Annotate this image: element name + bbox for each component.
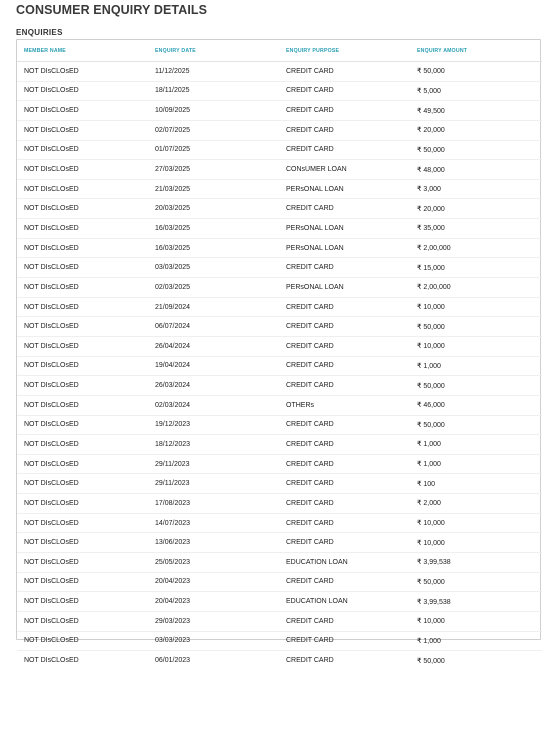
member-name-cell: NOT DIsCLOsED xyxy=(24,205,79,213)
enquiry-amount-cell: ₹ 2,000 xyxy=(417,500,441,508)
enquiry-amount-cell: ₹ 10,000 xyxy=(417,618,445,626)
enquiry-amount-cell: ₹ 50,000 xyxy=(417,578,445,586)
enquiry-purpose-cell: CONsUMER LOAN xyxy=(286,166,347,174)
enquiry-date-cell: 02/07/2025 xyxy=(155,126,191,134)
enquiry-purpose-cell: EDUCATION LOAN xyxy=(286,558,348,566)
enquiry-amount-cell: ₹ 20,000 xyxy=(417,127,445,135)
member-name-cell: NOT DIsCLOsED xyxy=(24,637,79,645)
member-name-cell: NOT DIsCLOsED xyxy=(24,362,79,370)
enquiry-amount-cell: ₹ 3,99,538 xyxy=(417,598,451,606)
member-name-cell: NOT DIsCLOsED xyxy=(24,617,79,625)
table-row xyxy=(17,474,542,494)
table-row xyxy=(17,160,542,180)
member-name-cell: NOT DIsCLOsED xyxy=(24,558,79,566)
member-name-cell: NOT DIsCLOsED xyxy=(24,146,79,154)
enquiry-purpose-cell: CREDIT CARD xyxy=(286,578,334,586)
enquiry-amount-cell: ₹ 1,000 xyxy=(417,637,441,645)
member-name-cell: NOT DIsCLOsED xyxy=(24,598,79,606)
member-name-cell: NOT DIsCLOsED xyxy=(24,480,79,488)
table-row xyxy=(17,376,542,396)
enquiry-date-cell: 26/03/2024 xyxy=(155,382,191,390)
enquiry-purpose-cell: CREDIT CARD xyxy=(286,87,334,95)
enquiry-date-cell: 19/12/2023 xyxy=(155,421,191,429)
table-row xyxy=(17,297,542,317)
table-row xyxy=(17,179,542,199)
enquiry-date-cell: 27/03/2025 xyxy=(155,166,191,174)
member-name-cell: NOT DIsCLOsED xyxy=(24,657,79,665)
enquiry-date-cell: 02/03/2025 xyxy=(155,283,191,291)
table-row xyxy=(17,199,542,219)
enquiry-amount-cell: ₹ 10,000 xyxy=(417,520,445,528)
enquiry-amount-cell: ₹ 49,500 xyxy=(417,107,445,115)
member-name-cell: NOT DIsCLOsED xyxy=(24,440,79,448)
enquiry-amount-cell: ₹ 3,000 xyxy=(417,186,441,194)
member-name-cell: NOT DIsCLOsED xyxy=(24,382,79,390)
member-name-cell: NOT DIsCLOsED xyxy=(24,166,79,174)
enquiry-purpose-cell: EDUCATION LOAN xyxy=(286,598,348,606)
member-name-cell: NOT DIsCLOsED xyxy=(24,224,79,232)
enquiry-date-cell: 21/03/2025 xyxy=(155,185,191,193)
enquiry-purpose-cell: CREDIT CARD xyxy=(286,382,334,390)
enquiry-date-cell: 01/07/2025 xyxy=(155,146,191,154)
column-header-enquiry-purpose: ENQUIRY PURPOSE xyxy=(279,40,410,62)
enquiry-amount-cell: ₹ 100 xyxy=(417,480,436,488)
enquiry-purpose-cell: PERsONAL LOAN xyxy=(286,224,344,232)
table-row xyxy=(17,81,542,101)
table-body xyxy=(17,62,542,670)
enquiry-purpose-cell: CREDIT CARD xyxy=(286,67,334,75)
page-title: CONSUMER ENQUIRY DETAILS xyxy=(16,3,208,17)
member-name-cell: NOT DIsCLOsED xyxy=(24,185,79,193)
table-row xyxy=(17,572,542,592)
enquiry-date-cell: 13/06/2023 xyxy=(155,539,191,547)
enquiry-date-cell: 03/03/2025 xyxy=(155,264,191,272)
enquiry-purpose-cell: CREDIT CARD xyxy=(286,460,334,468)
enquiry-purpose-cell: CREDIT CARD xyxy=(286,617,334,625)
enquiry-amount-cell: ₹ 1,000 xyxy=(417,441,441,449)
enquiry-amount-cell: ₹ 20,000 xyxy=(417,205,445,213)
column-header-enquiry-amount: ENQUIRY AMOUNT xyxy=(410,40,542,62)
enquiry-amount-cell: ₹ 10,000 xyxy=(417,539,445,547)
enquiry-amount-cell: ₹ 2,00,000 xyxy=(417,245,451,253)
member-name-cell: NOT DIsCLOsED xyxy=(24,401,79,409)
column-header-enquiry-date: ENQUIRY DATE xyxy=(148,40,279,62)
enquiry-purpose-cell: CREDIT CARD xyxy=(286,539,334,547)
enquiry-purpose-cell: CREDIT CARD xyxy=(286,657,334,665)
column-header-member-name: MEMBER NAME xyxy=(17,40,148,62)
enquiry-amount-cell: ₹ 46,000 xyxy=(417,402,445,410)
enquiry-date-cell: 16/03/2025 xyxy=(155,224,191,232)
table-row xyxy=(17,454,542,474)
member-name-cell: NOT DIsCLOsED xyxy=(24,519,79,527)
table-row xyxy=(17,651,542,670)
enquiry-date-cell: 18/11/2025 xyxy=(155,87,190,95)
enquiry-amount-cell: ₹ 48,000 xyxy=(417,166,445,174)
enquiry-date-cell: 19/04/2024 xyxy=(155,362,191,370)
member-name-cell: NOT DIsCLOsED xyxy=(24,499,79,507)
enquiry-date-cell: 16/03/2025 xyxy=(155,244,191,252)
enquiry-amount-cell: ₹ 10,000 xyxy=(417,343,445,351)
enquiry-purpose-cell: CREDIT CARD xyxy=(286,480,334,488)
member-name-cell: NOT DIsCLOsED xyxy=(24,126,79,134)
member-name-cell: NOT DIsCLOsED xyxy=(24,578,79,586)
member-name-cell: NOT DIsCLOsED xyxy=(24,323,79,331)
member-name-cell: NOT DIsCLOsED xyxy=(24,264,79,272)
enquiry-purpose-cell: PERsONAL LOAN xyxy=(286,185,344,193)
member-name-cell: NOT DIsCLOsED xyxy=(24,303,79,311)
enquiry-purpose-cell: CREDIT CARD xyxy=(286,126,334,134)
enquiry-date-cell: 11/12/2025 xyxy=(155,67,190,75)
enquiry-date-cell: 02/03/2024 xyxy=(155,401,191,409)
member-name-cell: NOT DIsCLOsED xyxy=(24,460,79,468)
enquiry-date-cell: 17/08/2023 xyxy=(155,499,191,507)
enquiry-purpose-cell: CREDIT CARD xyxy=(286,440,334,448)
enquiry-date-cell: 26/04/2024 xyxy=(155,342,191,350)
enquiry-amount-cell: ₹ 5,000 xyxy=(417,87,441,95)
member-name-cell: NOT DIsCLOsED xyxy=(24,107,79,115)
table-row xyxy=(17,611,542,631)
member-name-cell: NOT DIsCLOsED xyxy=(24,67,79,75)
member-name-cell: NOT DIsCLOsED xyxy=(24,87,79,95)
enquiry-amount-cell: ₹ 3,99,538 xyxy=(417,559,451,567)
table-row xyxy=(17,415,542,435)
enquiry-date-cell: 14/07/2023 xyxy=(155,519,191,527)
enquiry-amount-cell: ₹ 50,000 xyxy=(417,323,445,331)
table-row xyxy=(17,494,542,514)
enquiry-purpose-cell: CREDIT CARD xyxy=(286,342,334,350)
enquiry-amount-cell: ₹ 1,000 xyxy=(417,362,441,370)
enquiry-date-cell: 29/03/2023 xyxy=(155,617,191,625)
table-row xyxy=(17,219,542,239)
enquiry-date-cell: 29/11/2023 xyxy=(155,460,190,468)
enquiry-purpose-cell: CREDIT CARD xyxy=(286,264,334,272)
enquiry-purpose-cell: PERsONAL LOAN xyxy=(286,283,344,291)
enquiry-purpose-cell: CREDIT CARD xyxy=(286,303,334,311)
enquiry-date-cell: 20/03/2025 xyxy=(155,205,191,213)
table-row xyxy=(17,356,542,376)
enquiry-purpose-cell: CREDIT CARD xyxy=(286,107,334,115)
enquiry-date-cell: 18/12/2023 xyxy=(155,440,191,448)
enquiries-table-container xyxy=(16,39,541,665)
member-name-cell: NOT DIsCLOsED xyxy=(24,421,79,429)
enquiry-amount-cell: ₹ 50,000 xyxy=(417,146,445,154)
table-row xyxy=(17,317,542,337)
enquiry-date-cell: 29/11/2023 xyxy=(155,480,190,488)
enquiry-amount-cell: ₹ 15,000 xyxy=(417,264,445,272)
enquiry-amount-cell: ₹ 50,000 xyxy=(417,382,445,390)
table-row xyxy=(17,120,542,140)
table-row xyxy=(17,258,542,278)
enquiry-date-cell: 06/07/2024 xyxy=(155,323,191,331)
table-row xyxy=(17,336,542,356)
table-row xyxy=(17,631,542,651)
table-row xyxy=(17,533,542,553)
table-row xyxy=(17,513,542,533)
table-row xyxy=(17,435,542,455)
enquiry-amount-cell: ₹ 1,000 xyxy=(417,461,441,469)
member-name-cell: NOT DIsCLOsED xyxy=(24,244,79,252)
enquiry-amount-cell: ₹ 50,000 xyxy=(417,421,445,429)
enquiry-date-cell: 06/01/2023 xyxy=(155,657,191,665)
enquiry-purpose-cell: CREDIT CARD xyxy=(286,146,334,154)
enquiry-amount-cell: ₹ 50,000 xyxy=(417,657,445,665)
enquiry-purpose-cell: CREDIT CARD xyxy=(286,637,334,645)
table-row xyxy=(17,553,542,573)
table-row xyxy=(17,278,542,298)
enquiry-date-cell: 20/04/2023 xyxy=(155,578,191,586)
enquiry-amount-cell: ₹ 50,000 xyxy=(417,68,445,76)
table-row xyxy=(17,592,542,612)
enquiry-purpose-cell: CREDIT CARD xyxy=(286,323,334,331)
table-row xyxy=(17,101,542,121)
enquiry-date-cell: 20/04/2023 xyxy=(155,598,191,606)
table-row xyxy=(17,395,542,415)
member-name-cell: NOT DIsCLOsED xyxy=(24,342,79,350)
enquiry-purpose-cell: PERsONAL LOAN xyxy=(286,244,344,252)
table-row xyxy=(17,238,542,258)
section-title: ENQUIRIES xyxy=(16,28,63,37)
enquiries-table xyxy=(17,40,542,670)
enquiry-purpose-cell: CREDIT CARD xyxy=(286,205,334,213)
member-name-cell: NOT DIsCLOsED xyxy=(24,283,79,291)
enquiry-purpose-cell: CREDIT CARD xyxy=(286,519,334,527)
enquiry-date-cell: 25/05/2023 xyxy=(155,558,191,566)
member-name-cell: NOT DIsCLOsED xyxy=(24,539,79,547)
enquiry-purpose-cell: CREDIT CARD xyxy=(286,421,334,429)
enquiry-amount-cell: ₹ 2,00,000 xyxy=(417,284,451,292)
enquiry-date-cell: 03/03/2023 xyxy=(155,637,191,645)
table-row xyxy=(17,140,542,160)
enquiry-purpose-cell: OTHERs xyxy=(286,401,314,409)
header-row xyxy=(17,40,542,62)
enquiry-date-cell: 21/09/2024 xyxy=(155,303,191,311)
table-header xyxy=(17,40,542,62)
enquiry-purpose-cell: CREDIT CARD xyxy=(286,362,334,370)
table-row xyxy=(17,62,542,82)
enquiry-date-cell: 10/09/2025 xyxy=(155,107,191,115)
enquiry-amount-cell: ₹ 35,000 xyxy=(417,225,445,233)
enquiry-amount-cell: ₹ 10,000 xyxy=(417,304,445,311)
enquiry-purpose-cell: CREDIT CARD xyxy=(286,499,334,507)
